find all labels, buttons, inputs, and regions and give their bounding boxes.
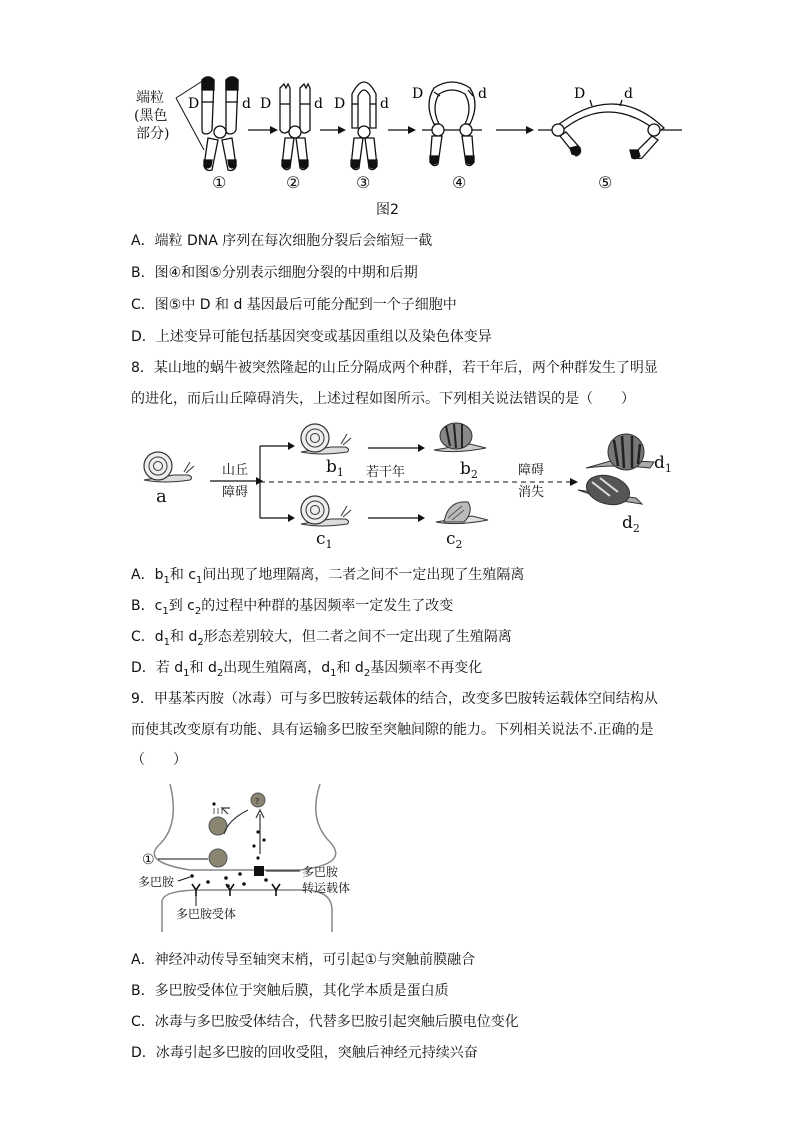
q9-option-d: D．冰毒引起多巴胺的回收受阻，突触后神经元持续兴奋 [131, 1045, 478, 1061]
q7-option-a: A．端粒 DNA 序列在每次细胞分裂后会缩短一截 [131, 233, 433, 249]
q9-stem-line-1: 9．甲基苯丙胺（冰毒）可与多巴胺转运载体的结合，改变多巴胺转运载体空间结构从 [131, 691, 658, 707]
q9-stem-line-3: （ ） [131, 752, 187, 768]
q9-option-a: A．神经冲动传导至轴突末梢，可引起①与突触前膜融合 [131, 952, 476, 968]
snail-b2 [434, 423, 486, 452]
gene-d-3: d [380, 96, 389, 112]
label-b1: b [326, 457, 337, 477]
years-label: 若干年 [366, 465, 406, 480]
label-circle-1: ① [142, 852, 155, 868]
gene-D-5: D [574, 86, 586, 102]
stage-number-1: ① [212, 173, 227, 192]
snail-d1 [586, 434, 654, 470]
label-d1: d [654, 453, 665, 473]
chromosome-stage-2 [280, 84, 310, 170]
label-transporter-2: 转运载体 [302, 881, 351, 895]
telomere-label-2: (黑色 [134, 108, 168, 124]
barrier-label-1: 山丘 [222, 463, 249, 478]
vesicle-1 [209, 849, 227, 867]
label-transporter-1: 多巴胺 [302, 865, 339, 879]
figure-caption: 图2 [376, 202, 399, 218]
q9-option-c: C．冰毒与多巴胺受体结合，代替多巴胺引起突触后膜电位变化 [131, 1014, 519, 1030]
svg-text:c2: $c_2$ [446, 529, 463, 551]
label-dopamine: 多巴胺 [138, 875, 175, 889]
label-a: a [156, 486, 167, 507]
stage-number-3: ③ [356, 173, 371, 192]
disappear-label-1: 障碍 [518, 463, 545, 478]
q8-stem-line-2: 的进化，而后山丘障碍消失，上述过程如图所示。下列相关说法错误的是（ ） [131, 391, 635, 407]
figure-2-chromosomes [130, 68, 690, 220]
q8-option-c: C．$d_1$和 $d_2$形态差别较大，但二者之间不一定出现了生殖隔离 [131, 629, 512, 648]
stage-number-4: ④ [452, 173, 467, 192]
svg-text:c1: $c_1$ [316, 529, 333, 551]
q8-option-d: D．若 $d_1$和 $d_2$出现生殖隔离，$d_1$和 $d_2$基因频率不再变化 [131, 660, 483, 679]
gene-D-2: D [260, 96, 272, 112]
svg-text:b1: $b_1$ [326, 457, 344, 479]
chromosome-stage-1 [202, 77, 238, 171]
snail-c1 [301, 496, 351, 526]
q7-option-c: C．图⑤中 D 和 d 基因最后可能分配到一个子细胞中 [131, 297, 457, 313]
q9-option-b: B．多巴胺受体位于突触后膜，其化学本质是蛋白质 [131, 983, 449, 999]
telomere-label-1: 端粒 [136, 90, 164, 106]
presynaptic-membrane [154, 784, 335, 870]
svg-text:d2: $d_2$ [622, 513, 640, 535]
svg-text:?: ? [255, 797, 260, 806]
label-c1: c [316, 529, 326, 549]
gene-D-1: D [188, 96, 200, 112]
q8-stem-line-1: 8．某山地的蜗牛被突然隆起的山丘分隔成两个种群，若干年后，两个种群发生了明显 [131, 360, 658, 376]
chromosome-stage-5 [538, 100, 682, 159]
disappear-label-2: 消失 [518, 485, 545, 500]
label-c2: c [446, 529, 456, 549]
gene-D-4: D [412, 86, 424, 102]
q8-option-b: B．$c_1$到 $c_2$的过程中种群的基因频率一定发生了改变 [131, 598, 454, 617]
snail-b1 [301, 424, 351, 454]
label-b2: b [460, 459, 471, 479]
stage-number-2: ② [286, 173, 301, 192]
q8-snail-figure [130, 418, 690, 558]
barrier-label-2: 障碍 [222, 485, 249, 500]
q9-stem-line-2: 而使其改变原有功能、具有运输多巴胺至突触间隙的能力。下列相关说法不.正确的是 [131, 722, 654, 738]
gene-d-5: d [624, 86, 633, 102]
stage-number-5: ⑤ [598, 173, 613, 192]
snail-d2 [578, 471, 642, 509]
gene-d-2: d [314, 96, 323, 112]
dopamine-transporter [254, 866, 264, 876]
chromosome-stage-4 [422, 82, 482, 166]
q7-option-d: D．上述变异可能包括基因突变或基因重组以及染色体变异 [131, 329, 492, 345]
q7-option-b: B．图④和图⑤分别表示细胞分裂的中期和后期 [131, 265, 418, 281]
telomere-label-3: 部分) [136, 126, 170, 142]
snail-c2 [436, 502, 488, 524]
svg-text:b2: $b_2$ [460, 459, 478, 481]
gene-d-1: d [242, 96, 251, 112]
label-d2: d [622, 513, 633, 533]
label-receptor: 多巴胺受体 [176, 907, 237, 921]
q8-option-a: A．$b_1$和 $c_1$间出现了地理隔离，二者之间不一定出现了生殖隔离 [131, 567, 525, 586]
q9-synapse-figure [130, 784, 380, 932]
gene-d-4: d [478, 86, 487, 102]
chromosome-stage-3 [351, 82, 377, 170]
svg-text:d1: $d_1$ [654, 453, 672, 475]
gene-D-3: D [334, 96, 346, 112]
snail-a [144, 452, 194, 482]
